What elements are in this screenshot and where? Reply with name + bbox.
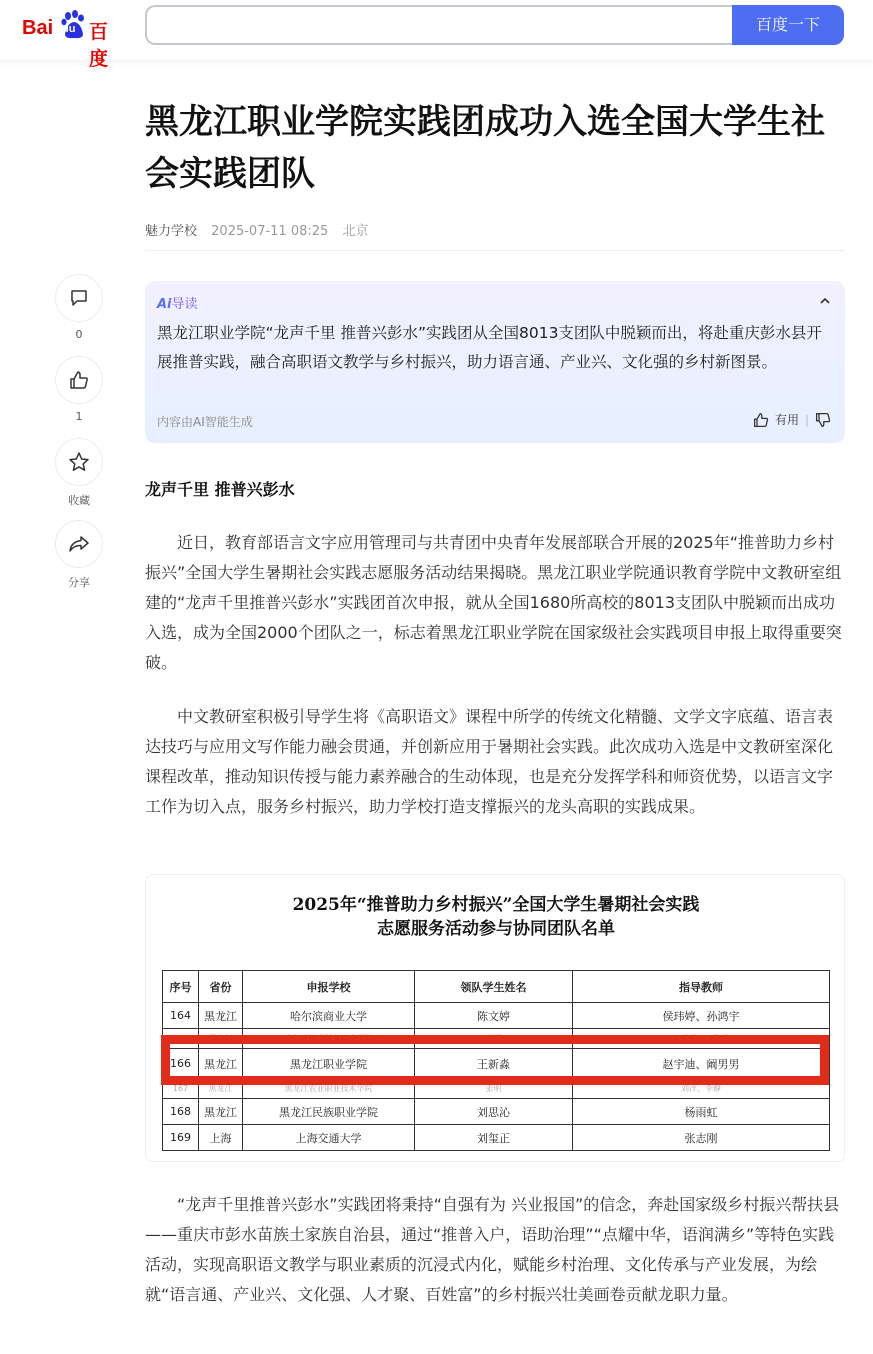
table-cell: 哈尔滨铁道职业技术学院 xyxy=(243,1029,415,1049)
like-button[interactable] xyxy=(55,356,103,404)
figure-title-line1: 2025年“推普助力乡村振兴”全国大学生暑期社会实践 xyxy=(292,895,700,915)
ai-summary-header xyxy=(157,293,198,312)
team-list-image[interactable] xyxy=(145,874,845,1162)
figure-title xyxy=(146,893,845,941)
thumbs-down-icon[interactable] xyxy=(815,412,831,428)
search-button[interactable]: 百度一下 xyxy=(732,5,844,45)
author-name[interactable]: 魅力学校 xyxy=(145,224,198,239)
table-cell: 黑龙江 xyxy=(199,1099,243,1125)
like-count: 1 xyxy=(75,410,83,423)
comment-count: 0 xyxy=(75,328,83,341)
highlight-box xyxy=(161,1035,829,1085)
table-cell: 黑龙江农业职业技术学院 xyxy=(243,1079,415,1099)
table-cell: 167 xyxy=(163,1079,199,1099)
table-cell: 黑龙江 xyxy=(199,1049,243,1079)
separator: | xyxy=(804,412,809,427)
thumbs-up-icon[interactable] xyxy=(753,412,769,428)
table-cell: 刘思沁 xyxy=(415,1099,573,1125)
table-header: 领队学生姓名 xyxy=(415,971,573,1003)
ai-feedback xyxy=(753,411,831,428)
comment-button[interactable] xyxy=(55,274,103,322)
useful-label[interactable]: 有用 xyxy=(774,413,799,427)
logo-latin: Bai xyxy=(22,17,54,39)
figure-title-line2: 志愿服务活动参与协同团队名单 xyxy=(377,919,615,939)
table-cell: 侯玮婷、孙鸿宇 xyxy=(573,1003,830,1029)
table-cell: 李丹丹、王海娟 xyxy=(573,1029,830,1049)
favorite-action[interactable] xyxy=(55,438,103,508)
table-cell: 黑龙江 xyxy=(199,1029,243,1049)
table-header: 序号 xyxy=(163,971,199,1003)
section-heading: 龙声千里 推普兴彭水 xyxy=(145,480,295,499)
table-cell: 哈尔滨商业大学 xyxy=(243,1003,415,1029)
logo-cn: 百度 xyxy=(89,21,109,70)
comment-icon xyxy=(69,288,89,308)
table-cell: 165 xyxy=(163,1029,199,1049)
share-label: 分享 xyxy=(68,576,90,589)
table-header: 省份 xyxy=(199,971,243,1003)
share-action[interactable] xyxy=(55,520,103,590)
search-input[interactable] xyxy=(147,7,735,43)
thumbs-up-icon xyxy=(69,370,89,390)
table-row xyxy=(163,1003,830,1029)
favorite-label: 收藏 xyxy=(68,494,90,507)
table-cell: 黑龙江 xyxy=(199,1003,243,1029)
table-row xyxy=(163,1125,830,1151)
article-meta xyxy=(145,220,378,239)
favorite-button[interactable] xyxy=(55,438,103,486)
top-header xyxy=(0,0,873,70)
chevron-up-icon[interactable] xyxy=(817,293,833,309)
share-icon xyxy=(68,533,90,555)
table-cell: 黑龙江职业学院 xyxy=(243,1049,415,1079)
table-cell: 上海交通大学 xyxy=(243,1125,415,1151)
table-cell: 刘洋、李静 xyxy=(573,1079,830,1099)
table-row xyxy=(163,1099,830,1125)
table-cell: 郭涵 xyxy=(415,1029,573,1049)
table-cell: 166 xyxy=(163,1049,199,1079)
like-action[interactable] xyxy=(55,356,103,423)
ai-summary-label: 导读 xyxy=(171,297,198,312)
search-box[interactable] xyxy=(145,5,735,45)
comment-action[interactable] xyxy=(55,274,103,341)
article-title: 黑龙江职业学院实践团成功入选全国大学生社会实践团队 xyxy=(145,102,825,194)
table-cell: 杨雨虹 xyxy=(573,1099,830,1125)
divider xyxy=(145,250,845,251)
table-header: 指导教师 xyxy=(573,971,830,1003)
ai-summary-panel xyxy=(145,281,845,443)
logo-du: du xyxy=(62,23,76,35)
ai-summary-text: 黑龙江职业学院“龙声千里 推普兴彭水”实践团从全国8013支团队中脱颖而出，将赴重庆彭水县开展推普实践，融合高职语文教学与乡村振兴，助力语言通、产业兴、文化强的乡村新图景。 xyxy=(157,324,822,371)
paragraph-1: 近日，教育部语言文字应用管理司与共青团中央青年发展部联合开展的2025年“推普助力乡村振兴”全国大学生暑期社会实践志愿服务活动结果揭晓。黑龙江职业学院通识教育学院中文教研室组建的“龙声千里推普兴彭水”实践团首次申报，就从全国1680所高校的8013支团队中脱颖而出成功入选，成为全国2000个团队之一，标志着黑龙江职业学院在国家级社会实践项目申报上取得重要突破。 xyxy=(145,533,842,672)
publish-location: 北京 xyxy=(342,224,369,239)
paragraph-3: “龙声千里推普兴彭水”实践团将秉持“自强有为 兴业报国”的信念，奔赴国家级乡村振兴帮扶县——重庆市彭水苗族土家族自治县，通过“推普入户，语助治理”“点耀中华，语润满乡”等特色实践活动，实现高职语文教学与职业素质的沉浸式内化，赋能乡村治理、文化传承与产业发展，为绘就“语言通、产业兴、文化强、人才聚、百姓富”的乡村振兴壮美画卷贡献龙职力量。 xyxy=(145,1195,840,1304)
table-header-row xyxy=(163,971,830,1003)
table-cell: 168 xyxy=(163,1099,199,1125)
table-cell: 陈文婷 xyxy=(415,1003,573,1029)
table-cell: 王新淼 xyxy=(415,1049,573,1079)
star-icon xyxy=(68,451,90,473)
table-cell: 黑龙江 xyxy=(199,1079,243,1099)
table-cell: 刘玺正 xyxy=(415,1125,573,1151)
publish-date: 2025-07-11 08:25 xyxy=(211,224,329,239)
paragraph-2: 中文教研室积极引导学生将《高职语文》课程中所学的传统文化精髓、文学文字底蕴、语言表达技巧与应用文写作能力融会贯通，并创新应用于暑期社会实践。此次成功入选是中文教研室深化课程改革，推动知识传授与能力素养融合的生动体现，也是充分发挥学科和师资优势，以语言文字工作为切入点，服务乡村振兴，助力学校打造支撑振兴的龙头高职的实践成果。 xyxy=(145,707,834,816)
share-button[interactable] xyxy=(55,520,103,568)
table-header: 申报学校 xyxy=(243,971,415,1003)
table-cell: 张志刚 xyxy=(573,1125,830,1151)
ai-mark-icon: Ai xyxy=(157,297,172,312)
ai-generated-note: 内容由AI智能生成 xyxy=(157,415,253,429)
table-cell: 赵宇迪、阚男男 xyxy=(573,1049,830,1079)
baidu-logo[interactable] xyxy=(22,10,126,70)
table-cell: 黑龙江民族职业学院 xyxy=(243,1099,415,1125)
table-cell: 张明 xyxy=(415,1079,573,1099)
table-cell: 169 xyxy=(163,1125,199,1151)
table-cell: 上海 xyxy=(199,1125,243,1151)
table-cell: 164 xyxy=(163,1003,199,1029)
